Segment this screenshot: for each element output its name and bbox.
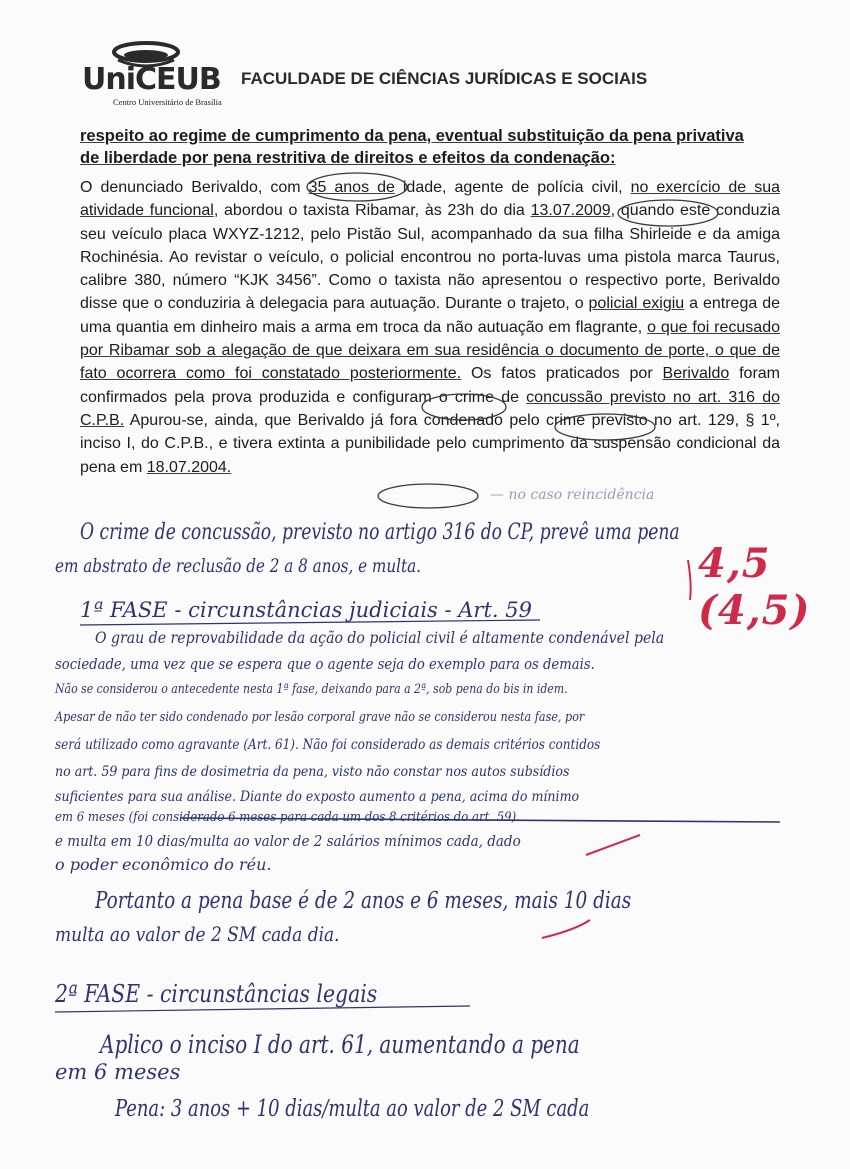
- case-text-8: Apurou-se, ainda, que Berivaldo já fora condenado pelo crime previsto no art. 129, § 1º, inciso I, do C.P.B., e tivera extinta a punibilidade pelo cumprimento da suspensão condicional da pena em: [80, 411, 780, 476]
- phase1-conclusion-line-2: multa ao valor de 2 SM cada dia.: [55, 922, 340, 946]
- case-text-1: O denunciado Berivaldo, com: [80, 179, 309, 196]
- case-text-6: Os fatos praticados por: [461, 365, 663, 383]
- red-tick-mark: [586, 835, 640, 855]
- phase1-line-3: Não se considerou o antecedente nesta 1ª fase, deixando para a 2ª, sob pena do bis in idem.: [55, 682, 568, 697]
- case-refused: o que foi recusado por Ribamar sob a alegação de que deixara em sua residência o documento de porte, o que de fato ocorrera como foi constatado posteriormente.: [80, 318, 781, 383]
- grade-mark: 4,5 (4,5): [698, 540, 811, 634]
- age-circle-mark: [307, 173, 407, 201]
- heading-line-2: de liberdade por pena restritiva de direitos e efeitos da condenação:: [80, 149, 616, 167]
- date2-circle-mark: [378, 484, 478, 508]
- case-demanded: policial exigiu: [588, 295, 685, 313]
- phase1-line-10: o poder econômico do réu.: [55, 855, 272, 874]
- phase1-conclusion-line-1: Portanto a pena base é de 2 anos e 6 meses, mais 10 dias: [95, 888, 632, 914]
- phase2-title: 2ª FASE - circunstâncias legais: [55, 980, 378, 1008]
- margin-note: — no caso reincidência: [490, 487, 655, 503]
- case-text-5: a entrega de uma quantia em dinheiro mais a arma em troca da não autuação em flagrante,: [80, 295, 780, 336]
- answer-intro-line-2: em abstrato de reclusão de 2 a 8 anos, e multa.: [55, 555, 422, 577]
- crime-circle-mark: [555, 414, 655, 440]
- brand-subtitle: Centro Universitário de Brasília: [113, 97, 222, 107]
- case-text-4: quando este conduzia seu veículo placa WXYZ-1212, pelo Pistão Sul, acompanhado da sua filha Shirleide e da amiga Rochinésia. Ao revistar o veículo, o policial encontrou no porta-luvas uma pistola marca Taurus, calibre 380, número “KJK 3456”. Como o taxista não apresentou o respectivo porte, Berivaldo disse que o conduziria à delegacia para autuação. Durante o trajeto, o: [80, 202, 781, 313]
- case-text-7: foram confirmados pela prova produzida e configuram o crime de: [80, 365, 781, 406]
- red-underline-mark: [542, 920, 590, 938]
- phase2-line-3: Pena: 3 anos + 10 dias/multa ao valor de 2 SM cada: [115, 1096, 590, 1122]
- phase2-line-2: em 6 meses: [55, 1060, 181, 1084]
- phase1-line-6: no art. 59 para fins de dosimetria da pena, visto não constar nos autos subsídios: [55, 764, 570, 780]
- phase1-line-8: em 6 meses (foi considerado 6 meses para cada um dos 8 critérios do art. 59).: [55, 810, 520, 825]
- case-age: 35 anos de: [308, 179, 395, 196]
- phase1-line-7: suficientes para sua análise. Diante do exposto aumento a pena, acima do mínimo: [55, 789, 580, 805]
- phase1-line-4: Apesar de não ter sido condenado por lesão corporal grave não se considerou nesta fase, por: [55, 710, 585, 725]
- case-crime: concussão previsto no art. 316 do C.P.B.: [80, 388, 780, 429]
- case-name: Berivaldo: [662, 365, 730, 383]
- phase1-line-2: sociedade, uma vez que se espera que o agente seja do exemplo para os demais.: [55, 655, 595, 673]
- brand-name: UniCEUB: [82, 62, 221, 97]
- name-circle-mark: [422, 394, 506, 420]
- case-date-2: 18.07.2004.: [146, 458, 232, 476]
- grade-bracket-mark: [688, 560, 691, 600]
- phase1-line-9: e multa em 10 dias/multa ao valor de 2 salários mínimos cada, dado: [55, 832, 521, 850]
- heading-line-1: respeito ao regime de cumprimento da pena, eventual substituição da pena privativa: [80, 127, 744, 145]
- date-circle-mark: [618, 200, 718, 226]
- phase1-title: 1ª FASE - circunstâncias judiciais - Art. 59: [80, 598, 532, 622]
- case-text-2: idade, agente de polícia civil,: [394, 179, 631, 196]
- faculty-title: FACULDADE DE CIÊNCIAS JURÍDICAS E SOCIAIS: [241, 69, 648, 88]
- phase1-line-1: O grau de reprovabilidade da ação do policial civil é altamente condenável pela: [95, 628, 665, 647]
- case-on-duty: no exercício de sua atividade funcional: [80, 179, 781, 220]
- case-text-3: , abordou o taxista Ribamar, às 23h do dia: [213, 202, 531, 220]
- phase1-line-5: será utilizado como agravante (Art. 61). Não foi considerado as demais critérios contidos: [55, 737, 601, 753]
- answer-intro-line-1: O crime de concussão, previsto no artigo 316 do CP, prevê uma pena: [80, 520, 680, 545]
- case-date-1: 13.07.2009,: [530, 202, 616, 220]
- phase2-line-1: Aplico o inciso I do art. 61, aumentando a pena: [100, 1030, 580, 1059]
